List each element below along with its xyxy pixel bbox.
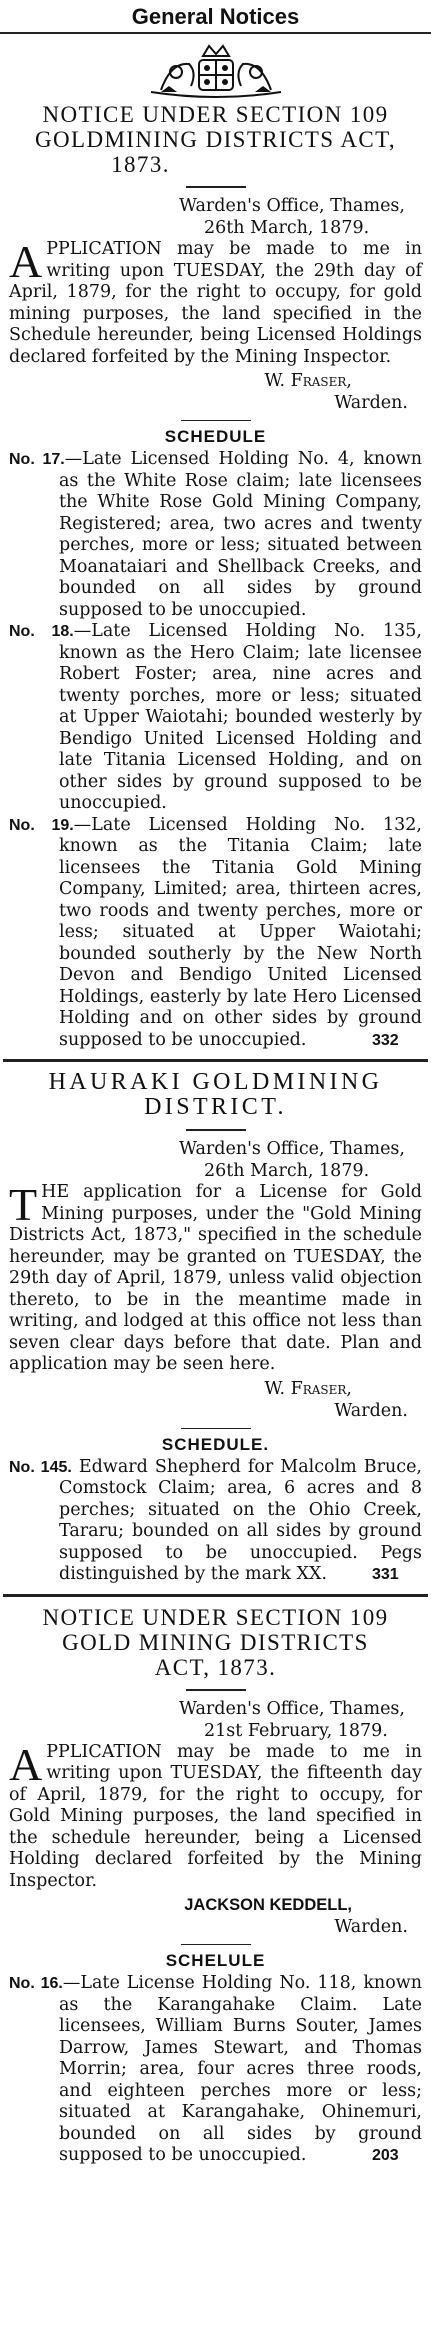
item-number: No. 145. <box>9 1458 72 1476</box>
item-text: —Late Licensed Holding No. 135, known as the Hero Claim; late licensee Robert Foster; area, nine acres and twenty porches, more or less; situated at Upper Waiotahi; bounded westerly by Bendigo United Licensed Holding and late Titania Licensed Holding, and on other sides by ground supposed to be unoccupied. <box>59 621 422 813</box>
notice-body-text: PPLICATION may be made to me in writing upon TUESDAY, the 29th day of April, 1879, for the right to occupy, for gold mining purposes, the land specified in the Schedule hereunder, being Licensed Holdings declared forfeited by the Mining Inspector. <box>9 239 422 367</box>
schedule-item <box>9 621 422 815</box>
notice-title <box>9 102 422 177</box>
item-text: Edward Shepherd for Malcolm Bruce, Comstock Claim; area, 6 acres and 8 perches; situated on the Ohio Creek, Tararu; bounded on all sides by ground supposed to be unoccupied. Pegs distinguished by the mark XX. <box>59 1456 422 1584</box>
notice-date: 26th March, 1879. <box>204 218 370 238</box>
notice-divider <box>3 1059 428 1062</box>
royal-coat-of-arms-icon <box>141 42 291 100</box>
schedule-item: No. 16.—Late License Holding No. 118, known as the Karangahake Claim. Late licensees, William Burns Souter, James Darrow, James Stewart, and Thomas Morrin; area, four acres three roods, and eighteen perches more or less; situated at Karangahake, Ohinemuri, bounded on all sides by ground supposed to be unoccupied. 203 <box>9 1973 422 2165</box>
signer-role: Warden. <box>334 393 408 413</box>
masthead-rule <box>0 32 431 34</box>
schedule-heading: SCHEDULE <box>164 427 267 446</box>
notice-section-109-goldmining <box>9 102 422 1051</box>
item-text: —Late License Holding No. 118, known as the Karangahake Claim. Late licensees, William Burns Souter, James Darrow, James Stewart, and Thomas Morrin; area, four acres three roods, and eighteen perches more or less; situated at Karangahake, Ohinemuri, bounded on all sides by ground supposed to be unoccupied. <box>59 1973 422 2165</box>
title-line-2: GOLD MINING DISTRICTS <box>62 1629 369 1655</box>
title-line-1: HAURAKI GOLDMINING <box>48 1069 383 1095</box>
notice-date: 21st February, 1879. <box>204 1720 388 1741</box>
schedule-rule <box>181 420 251 421</box>
item-text: —Late Licensed Holding No. 4, known as the White Rose claim; late licensees the White Rose Gold Mining Company, Registered; area, two acres and twenty perches, more or less; situated between Moanataiari and Shellback Creeks, and bounded on all sides by ground supposed to be unoccupied. <box>59 449 422 620</box>
warden-office: Warden's Office, Thames, <box>179 1698 405 1719</box>
item-text: —Late Licensed Holding No. 132, known as the Titania Claim; late licensees the Titania Gold Mining Company, Limited; area, thirteen acres, two roods and twenty perches, more or less; situated at Upper Waiotahi; bounded southerly by the New North Devon and Bendigo United Licensed Holdings, easterly by late Hero Licensed Holding and on other sides by ground supposed to be unoccupied. <box>59 814 422 1050</box>
signer-name: JACKSON KEDDELL, <box>184 1896 352 1914</box>
title-rule <box>186 1689 246 1691</box>
notice-body <box>9 1738 422 1893</box>
signer-role: Warden. <box>334 1400 408 1421</box>
title-line-2: DISTRICT. <box>144 1094 287 1120</box>
notice-body-text: HE application for a License for Gold Mining purposes, under the "Gold Mining Districts Act, 1873," specified in the schedule hereunder, may be granted on TUESDAY, the 29th day of April, 1879, unless valid objection thereto, to be in the meantime made in writing, and lodged at this office not less than seven clear days before that date. Plan and application may be seen here. <box>9 1182 422 1374</box>
drop-cap: T <box>9 1179 38 1230</box>
title-line-3: 1873. <box>111 152 170 177</box>
drop-cap: A <box>9 1738 43 1790</box>
signer-name: W. Fraser, <box>264 371 352 391</box>
warden-office: Warden's Office, Thames, <box>179 1139 405 1159</box>
section-masthead: General Notices <box>131 4 300 29</box>
schedule-item: No. 145. Edward Shepherd for Malcolm Bruce, Comstock Claim; area, 6 acres and 8 perches; situated on the Ohio Creek, Tararu; bounded on all sides by ground supposed to be unoccupied. Pegs distinguished by the mark XX. 331 <box>9 1456 422 1584</box>
schedule-rule <box>181 1944 251 1945</box>
title-line-3: ACT, 1873. <box>154 1654 277 1680</box>
notice-hauraki-goldmining <box>9 1070 422 1586</box>
title-rule <box>186 186 246 188</box>
schedule-heading: SCHEDULE. <box>161 1434 270 1454</box>
notice-body <box>9 1179 422 1376</box>
drop-cap: A <box>9 236 43 287</box>
signer-name: W. Fraser, <box>264 1378 352 1399</box>
schedule-heading: SCHELULE <box>165 1951 266 1970</box>
warden-office: Warden's Office, Thames, <box>179 196 405 216</box>
notice-date: 26th March, 1879. <box>204 1161 370 1181</box>
title-line-2: GOLDMINING DISTRICTS ACT, <box>34 127 397 152</box>
notice-title <box>9 1070 422 1120</box>
notice-divider <box>3 1594 428 1597</box>
schedule-item <box>9 449 422 621</box>
notice-title <box>9 1605 422 1680</box>
schedule-item: No. 19.—Late Licensed Holding No. 132, known as the Titania Claim; late licensees the Titania Gold Mining Company, Limited; area, thirteen acres, two roods and twenty perches, more or less; situated at Upper Waiotahi; bounded southerly by the New North Devon and Bendigo United Licensed Holdings, easterly by late Hero Licensed Holding and on other sides by ground supposed to be unoccupied. 332 <box>9 814 422 1050</box>
notice-section-109-gold-mining <box>9 1605 422 2167</box>
title-line-1: NOTICE UNDER SECTION 109 <box>42 102 389 127</box>
schedule-rule <box>181 1428 251 1429</box>
item-number: No. 17. <box>9 451 65 468</box>
item-number: No. 18. <box>9 623 74 640</box>
title-rule <box>186 1129 246 1131</box>
notice-body <box>9 236 422 368</box>
item-number: No. 16. <box>9 1975 63 1992</box>
item-number: No. 19. <box>9 816 74 834</box>
notice-body-text: PPLICATION may be made to me in writing upon TUESDAY, the fifteenth day of April, 1879, for the right to occupy, for Gold Mining purposes, the land specified in the schedule hereunder, being a Licensed Holding declared forfeited by the Mining Inspector. <box>9 1741 422 1891</box>
title-line-1: NOTICE UNDER SECTION 109 <box>42 1604 389 1630</box>
signer-role: Warden. <box>334 1917 408 1937</box>
